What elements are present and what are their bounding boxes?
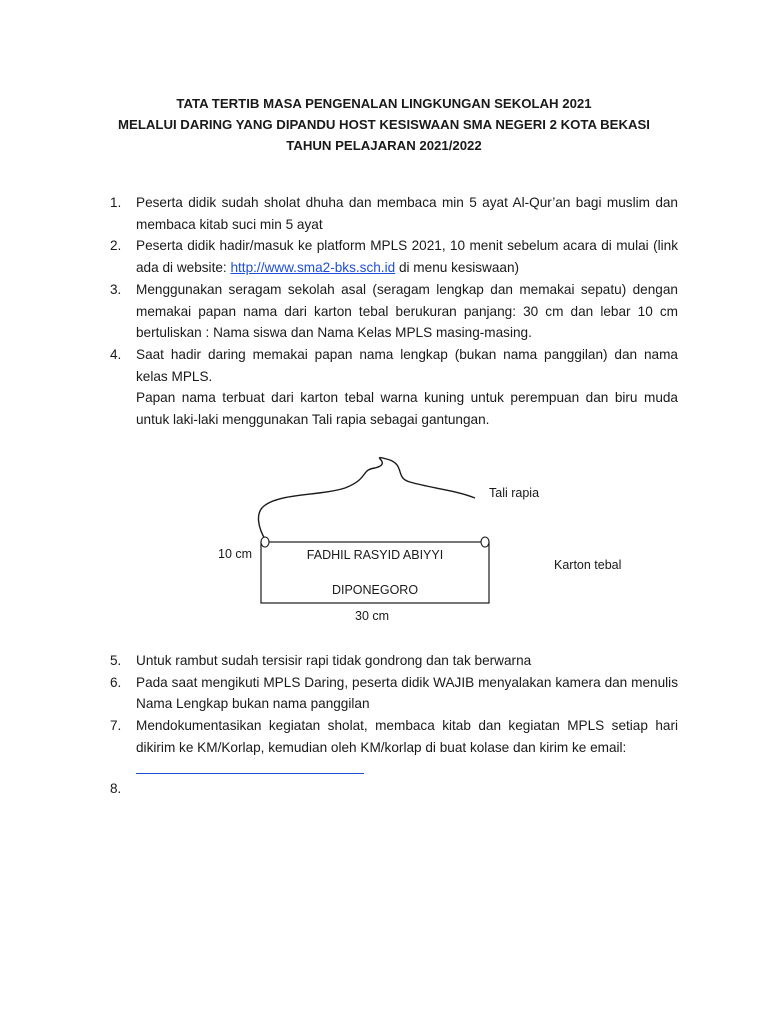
list-item bbox=[110, 650, 678, 672]
list-number: 4. bbox=[110, 346, 122, 362]
list-number: 1. bbox=[110, 195, 122, 210]
rope-line bbox=[258, 458, 475, 541]
list-text bbox=[136, 235, 678, 278]
list-item bbox=[110, 192, 678, 235]
list-text: Saat hadir daring memakai papan nama lengkap (bukan nama panggilan) dan nama kelas MPLS. bbox=[136, 346, 678, 384]
list-item bbox=[110, 715, 678, 773]
list-number: 7. bbox=[110, 718, 122, 734]
list-text: Pada saat mengikuti MPLS Daring, peserta didik WAJIB menyalakan kamera dan menulis Nama Lengkap bukan nama panggilan bbox=[136, 674, 678, 712]
document-title bbox=[0, 93, 768, 156]
list-item bbox=[110, 279, 678, 344]
list-text-before-link: Peserta didik hadir/masuk ke platform MPLS 2021, 10 menit sebelum acara di mulai (link ada di website: bbox=[136, 238, 678, 276]
board-name-text: FADHIL RASYID ABIYYI bbox=[306, 548, 444, 562]
diagram-drawing bbox=[200, 448, 650, 638]
list-text: Menggunakan seragam sekolah asal (seragam lengkap dan memakai sepatu) dengan memakai papan nama dari karton tebal berukuran panjang: 30 cm dan lebar 10 cm bertuliskan : Nama siswa dan Nama Kelas MPLS masing-masing. bbox=[136, 281, 678, 341]
list-text: Untuk rambut sudah tersisir rapi tidak gondrong dan tak berwarna bbox=[136, 653, 532, 668]
width-label: 30 cm bbox=[355, 609, 390, 623]
list-text-after-link: di menu kesiswaan) bbox=[395, 260, 520, 276]
rules-list bbox=[110, 192, 678, 431]
name-board-diagram bbox=[200, 448, 650, 638]
list-number: 2. bbox=[110, 238, 122, 254]
title-line-1: TATA TERTIB MASA PENGENALAN LINGKUNGAN SEKOLAH 2021 bbox=[176, 96, 592, 111]
title-line-3: TAHUN PELAJARAN 2021/2022 bbox=[286, 138, 482, 153]
rope-label: Tali rapia bbox=[489, 486, 540, 500]
height-label: 10 cm bbox=[218, 547, 253, 561]
email-blank-line bbox=[136, 759, 364, 774]
rules-list-continued bbox=[110, 650, 678, 796]
website-link[interactable]: http://www.sma2-bks.sch.id bbox=[230, 260, 396, 276]
list-item bbox=[110, 235, 678, 278]
list-item bbox=[110, 344, 678, 431]
list-text: Peserta didik sudah sholat dhuha dan membaca min 5 ayat Al-Qur’an bagi muslim dan membaca kitab suci min 5 ayat bbox=[136, 195, 678, 232]
board-material-label: Karton tebal bbox=[554, 558, 622, 572]
left-hole bbox=[261, 537, 269, 547]
list-text: Mendokumentasikan kegiatan sholat, membaca kitab dan kegiatan MPLS setiap hari dikirim ke KM/Korlap, kemudian oleh KM/korlap di buat kolase dan kirim ke email: bbox=[136, 718, 678, 755]
list-number: 5. bbox=[110, 653, 122, 668]
right-hole bbox=[481, 537, 489, 547]
list-number: 6. bbox=[110, 674, 122, 690]
board-class-text: DIPONEGORO bbox=[331, 583, 419, 597]
list-item bbox=[110, 672, 678, 715]
list-text-continued: Papan nama terbuat dari karton tebal warna kuning untuk perempuan dan biru muda untuk laki-laki menggunakan Tali rapia sebagai gantungan. bbox=[136, 390, 678, 428]
title-line-2: MELALUI DARING YANG DIPANDU HOST KESISWAAN SMA NEGERI 2 KOTA BEKASI bbox=[118, 117, 650, 132]
list-number: 8. bbox=[110, 780, 122, 796]
list-number: 3. bbox=[110, 281, 122, 297]
